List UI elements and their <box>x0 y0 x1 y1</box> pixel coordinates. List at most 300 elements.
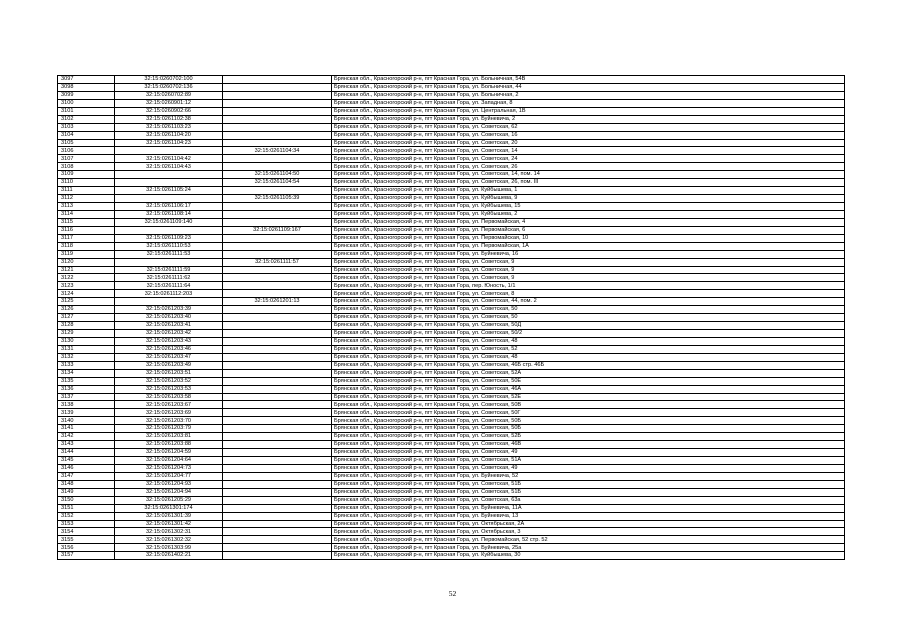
row-number-cell: 3109 <box>58 171 115 179</box>
land-plot-number-cell: 32:15:0261110:53 <box>115 242 223 250</box>
building-number-cell <box>223 433 332 441</box>
land-plot-number-cell: 32:15:0261203:67 <box>115 401 223 409</box>
land-plot-number-cell <box>115 258 223 266</box>
address-cell: Брянская обл., Красногорский р-н, пгт Красная Гора, ул. Больничная, 44 <box>332 83 845 91</box>
land-plot-number-cell <box>115 171 223 179</box>
building-number-cell: 32:15:0261104:34 <box>223 147 332 155</box>
row-number-cell: 3142 <box>58 433 115 441</box>
building-number-cell <box>223 187 332 195</box>
address-cell: Брянская обл., Красногорский р-н, пгт Красная Гора, ул. Советская, 14, пом. 14 <box>332 171 845 179</box>
row-number-cell: 3143 <box>58 441 115 449</box>
table-row <box>58 163 845 171</box>
row-number-cell: 3104 <box>58 131 115 139</box>
building-number-cell <box>223 488 332 496</box>
row-number-cell: 3131 <box>58 345 115 353</box>
land-plot-number-cell: 32:15:0261204:77 <box>115 472 223 480</box>
building-number-cell <box>223 242 332 250</box>
building-number-cell <box>223 337 332 345</box>
table-row <box>58 512 845 520</box>
land-plot-number-cell: 32:15:0261203:69 <box>115 409 223 417</box>
building-number-cell <box>223 115 332 123</box>
address-cell: Брянская обл., Красногорский р-н, пгт Красная Гора, ул. Советская, 26, пом. III <box>332 179 845 187</box>
row-number-cell: 3149 <box>58 488 115 496</box>
row-number-cell: 3117 <box>58 234 115 242</box>
table-row <box>58 544 845 552</box>
land-plot-number-cell: 32:15:0261203:46 <box>115 345 223 353</box>
land-plot-number-cell: 32:15:0261203:41 <box>115 322 223 330</box>
address-cell: Брянская обл., Красногорский р-н, пгт Красная Гора, ул. Буйневича, 25а <box>332 544 845 552</box>
land-plot-number-cell <box>115 298 223 306</box>
address-cell: Брянская обл., Красногорский р-н, пгт Красная Гора, ул. Советская, 50Е <box>332 377 845 385</box>
table-row <box>58 99 845 107</box>
land-plot-number-cell: 32:15:0261203:40 <box>115 314 223 322</box>
table-row <box>58 433 845 441</box>
table-row <box>58 337 845 345</box>
row-number-cell: 3132 <box>58 353 115 361</box>
address-cell: Брянская обл., Красногорский р-н, пгт Красная Гора, ул. Советская, 50Г <box>332 409 845 417</box>
address-cell: Брянская обл., Красногорский р-н, пгт Красная Гора, ул. Буйневича, 11А <box>332 504 845 512</box>
building-number-cell <box>223 504 332 512</box>
address-cell: Брянская обл., Красногорский р-н, пгт Красная Гора, ул. Куйбышева, 1 <box>332 187 845 195</box>
building-number-cell <box>223 480 332 488</box>
row-number-cell: 3137 <box>58 393 115 401</box>
address-cell: Брянская обл., Красногорский р-н, пгт Красная Гора, ул. Советская, 50 <box>332 314 845 322</box>
land-plot-number-cell: 32:15:0261104:42 <box>115 155 223 163</box>
address-cell: Брянская обл., Красногорский р-н, пгт Красная Гора, ул. Куйбышева, 2 <box>332 210 845 218</box>
land-plot-number-cell <box>115 195 223 203</box>
address-cell: Брянская обл., Красногорский р-н, пгт Красная Гора, ул. Советская, 48 <box>332 353 845 361</box>
land-plot-number-cell: 32:15:0261204:73 <box>115 464 223 472</box>
address-cell: Брянская обл., Красногорский р-н, пгт Красная Гора, ул. Советская, 52Б <box>332 433 845 441</box>
land-plot-number-cell: 32:15:0261102:38 <box>115 115 223 123</box>
table-row <box>58 488 845 496</box>
building-number-cell <box>223 425 332 433</box>
row-number-cell: 3118 <box>58 242 115 250</box>
building-number-cell <box>223 203 332 211</box>
table-row <box>58 504 845 512</box>
land-plot-number-cell: 32:15:0261402:21 <box>115 552 223 560</box>
row-number-cell: 3113 <box>58 203 115 211</box>
table-row <box>58 147 845 155</box>
address-cell: Брянская обл., Красногорский р-н, пгт Красная Гора, ул. Больничная, 2 <box>332 91 845 99</box>
row-number-cell: 3156 <box>58 544 115 552</box>
row-number-cell: 3107 <box>58 155 115 163</box>
row-number-cell: 3155 <box>58 536 115 544</box>
row-number-cell: 3122 <box>58 274 115 282</box>
building-number-cell <box>223 290 332 298</box>
table-row <box>58 322 845 330</box>
cadastral-table <box>57 75 845 560</box>
building-number-cell <box>223 369 332 377</box>
table-row <box>58 464 845 472</box>
land-plot-number-cell: 32:15:0261203:51 <box>115 369 223 377</box>
address-cell: Брянская обл., Красногорский р-н, пгт Красная Гора, ул. Центральная, 1В <box>332 107 845 115</box>
land-plot-number-cell: 32:15:0261111:59 <box>115 266 223 274</box>
building-number-cell <box>223 449 332 457</box>
land-plot-number-cell: 32:15:0261203:88 <box>115 441 223 449</box>
building-number-cell <box>223 345 332 353</box>
row-number-cell: 3144 <box>58 449 115 457</box>
row-number-cell: 3099 <box>58 91 115 99</box>
building-number-cell <box>223 210 332 218</box>
address-cell: Брянская обл., Красногорский р-н, пгт Красная Гора, ул. Советская, 20 <box>332 139 845 147</box>
address-cell: Брянская обл., Красногорский р-н, пгт Красная Гора, ул. Советская, 9 <box>332 266 845 274</box>
table-row <box>58 179 845 187</box>
table-row <box>58 139 845 147</box>
building-number-cell: 32:15:0261201:13 <box>223 298 332 306</box>
building-number-cell <box>223 234 332 242</box>
building-number-cell <box>223 552 332 560</box>
row-number-cell: 3108 <box>58 163 115 171</box>
address-cell: Брянская обл., Красногорский р-н, пгт Красная Гора, ул. Советская, 24 <box>332 155 845 163</box>
building-number-cell: 32:15:0261105:39 <box>223 195 332 203</box>
land-plot-number-cell: 32:15:0261111:62 <box>115 274 223 282</box>
page-number: 52 <box>448 589 457 598</box>
table-row <box>58 345 845 353</box>
row-number-cell: 3110 <box>58 179 115 187</box>
table-row <box>58 417 845 425</box>
row-number-cell: 3129 <box>58 330 115 338</box>
table-row <box>58 314 845 322</box>
table-row <box>58 187 845 195</box>
table-row <box>58 385 845 393</box>
row-number-cell: 3115 <box>58 218 115 226</box>
address-cell: Брянская обл., Красногорский р-н, пгт Красная Гора, ул. Советская, 50 <box>332 306 845 314</box>
row-number-cell: 3101 <box>58 107 115 115</box>
building-number-cell <box>223 377 332 385</box>
row-number-cell: 3103 <box>58 123 115 131</box>
table-row <box>58 274 845 282</box>
table-row <box>58 528 845 536</box>
building-number-cell <box>223 266 332 274</box>
address-cell: Брянская обл., Красногорский р-н, пгт Красная Гора, ул. Советская, 46А <box>332 385 845 393</box>
row-number-cell: 3138 <box>58 401 115 409</box>
address-cell: Брянская обл., Красногорский р-н, пгт Красная Гора, ул. Первомайская, 52 стр. 52 <box>332 536 845 544</box>
table-row <box>58 536 845 544</box>
building-number-cell <box>223 401 332 409</box>
row-number-cell: 3154 <box>58 528 115 536</box>
land-plot-number-cell: 32:15:0261203:42 <box>115 330 223 338</box>
land-plot-number-cell <box>115 226 223 234</box>
land-plot-number-cell: 32:15:0260702:136 <box>115 83 223 91</box>
land-plot-number-cell: 32:15:0261204:59 <box>115 449 223 457</box>
land-plot-number-cell: 32:15:0261301:174 <box>115 504 223 512</box>
table-row <box>58 472 845 480</box>
address-cell: Брянская обл., Красногорский р-н, пгт Красная Гора, ул. Советская, 50Б <box>332 417 845 425</box>
table-row <box>58 425 845 433</box>
building-number-cell <box>223 131 332 139</box>
address-cell: Брянская обл., Красногорский р-н, пгт Красная Гора, ул. Первомайская, 1А <box>332 242 845 250</box>
row-number-cell: 3114 <box>58 210 115 218</box>
table-row <box>58 131 845 139</box>
row-number-cell: 3152 <box>58 512 115 520</box>
row-number-cell: 3127 <box>58 314 115 322</box>
address-cell: Брянская обл., Красногорский р-н, пгт Красная Гора, ул. Буйневича, 16 <box>332 250 845 258</box>
land-plot-number-cell: 32:15:0261111:64 <box>115 282 223 290</box>
row-number-cell: 3112 <box>58 195 115 203</box>
address-cell: Брянская обл., Красногорский р-н, пгт Красная Гора, ул. Советская, 9 <box>332 258 845 266</box>
address-cell: Брянская обл., Красногорский р-н, пгт Красная Гора, ул. Буйневича, 52 <box>332 472 845 480</box>
building-number-cell: 32:15:0261111:57 <box>223 258 332 266</box>
building-number-cell <box>223 322 332 330</box>
row-number-cell: 3157 <box>58 552 115 560</box>
address-cell: Брянская обл., Красногорский р-н, пгт Красная Гора, ул. Советская, 44, пом. 2 <box>332 298 845 306</box>
table-row <box>58 250 845 258</box>
address-cell: Брянская обл., Красногорский р-н, пгт Красная Гора, ул. Октябрьская, 2А <box>332 520 845 528</box>
building-number-cell <box>223 123 332 131</box>
building-number-cell <box>223 353 332 361</box>
land-plot-number-cell: 32:15:0261111:53 <box>115 250 223 258</box>
land-plot-number-cell <box>115 179 223 187</box>
building-number-cell: 32:15:0261109:167 <box>223 226 332 234</box>
address-cell: Брянская обл., Красногорский р-н, пгт Красная Гора, ул. Советская, 63а <box>332 496 845 504</box>
address-cell: Брянская обл., Красногорский р-н, пгт Красная Гора, ул. Куйбышева, 9 <box>332 195 845 203</box>
table-row <box>58 353 845 361</box>
table-row <box>58 330 845 338</box>
address-cell: Брянская обл., Красногорский р-н, пгт Красная Гора, ул. Советская, 51А <box>332 457 845 465</box>
row-number-cell: 3134 <box>58 369 115 377</box>
building-number-cell <box>223 520 332 528</box>
land-plot-number-cell: 32:15:0261104:23 <box>115 139 223 147</box>
table-row <box>58 377 845 385</box>
building-number-cell <box>223 472 332 480</box>
land-plot-number-cell: 32:15:0261204:93 <box>115 480 223 488</box>
table-row <box>58 401 845 409</box>
land-plot-number-cell: 32:15:0261301:42 <box>115 520 223 528</box>
table-row <box>58 449 845 457</box>
land-plot-number-cell: 32:15:0260901:12 <box>115 99 223 107</box>
address-cell: Брянская обл., Красногорский р-н, пгт Красная Гора, ул. Советская, 52Е <box>332 393 845 401</box>
table-row <box>58 496 845 504</box>
land-plot-number-cell: 32:15:0261203:79 <box>115 425 223 433</box>
table-row <box>58 91 845 99</box>
table-row <box>58 210 845 218</box>
building-number-cell <box>223 83 332 91</box>
row-number-cell: 3128 <box>58 322 115 330</box>
address-cell: Брянская обл., Красногорский р-н, пгт Красная Гора, ул. Советская, 50/2 <box>332 330 845 338</box>
address-cell: Брянская обл., Красногорский р-н, пгт Красная Гора, ул. Куйбышева, 30 <box>332 552 845 560</box>
table-row <box>58 171 845 179</box>
row-number-cell: 3136 <box>58 385 115 393</box>
row-number-cell: 3125 <box>58 298 115 306</box>
address-cell: Брянская обл., Красногорский р-н, пгт Красная Гора, ул. Советская, 48 <box>332 337 845 345</box>
building-number-cell <box>223 250 332 258</box>
building-number-cell <box>223 306 332 314</box>
row-number-cell: 3130 <box>58 337 115 345</box>
building-number-cell <box>223 361 332 369</box>
table-row <box>58 76 845 84</box>
land-plot-number-cell: 32:15:0260702:89 <box>115 91 223 99</box>
land-plot-number-cell: 32:15:0261302:31 <box>115 528 223 536</box>
table-row <box>58 195 845 203</box>
building-number-cell <box>223 107 332 115</box>
land-plot-number-cell: 32:15:0261108:14 <box>115 210 223 218</box>
land-plot-number-cell: 32:15:0261203:53 <box>115 385 223 393</box>
row-number-cell: 3119 <box>58 250 115 258</box>
table-row <box>58 441 845 449</box>
land-plot-number-cell: 32:15:0261104:20 <box>115 131 223 139</box>
table-row <box>58 282 845 290</box>
land-plot-number-cell: 32:15:0261303:99 <box>115 544 223 552</box>
land-plot-number-cell: 32:15:0260902:66 <box>115 107 223 115</box>
row-number-cell: 3140 <box>58 417 115 425</box>
row-number-cell: 3126 <box>58 306 115 314</box>
table-row <box>58 242 845 250</box>
row-number-cell: 3133 <box>58 361 115 369</box>
table-row <box>58 290 845 298</box>
building-number-cell: 32:15:0261104:54 <box>223 179 332 187</box>
row-number-cell: 3147 <box>58 472 115 480</box>
address-cell: Брянская обл., Красногорский р-н, пгт Красная Гора, ул. Октябрьская, 3 <box>332 528 845 536</box>
table-row <box>58 393 845 401</box>
table-row <box>58 361 845 369</box>
address-cell: Брянская обл., Красногорский р-н, пгт Красная Гора, ул. Советская, 26 <box>332 163 845 171</box>
address-cell: Брянская обл., Красногорский р-н, пгт Красная Гора, ул. Советская, 49 <box>332 464 845 472</box>
address-cell: Брянская обл., Красногорский р-н, пгт Красная Гора, ул. Западная, 8 <box>332 99 845 107</box>
table-row <box>58 258 845 266</box>
building-number-cell <box>223 314 332 322</box>
row-number-cell: 3100 <box>58 99 115 107</box>
row-number-cell: 3102 <box>58 115 115 123</box>
row-number-cell: 3150 <box>58 496 115 504</box>
land-plot-number-cell: 32:15:0261203:58 <box>115 393 223 401</box>
address-cell: Брянская обл., Красногорский р-н, пгт Красная Гора, ул. Советская, 52А <box>332 369 845 377</box>
address-cell: Брянская обл., Красногорский р-н, пгт Красная Гора, ул. Первомайская, 10 <box>332 234 845 242</box>
land-plot-number-cell: 32:15:0261112:203 <box>115 290 223 298</box>
building-number-cell <box>223 528 332 536</box>
row-number-cell: 3111 <box>58 187 115 195</box>
address-cell: Брянская обл., Красногорский р-н, пгт Красная Гора, пер. Юность, 1/1 <box>332 282 845 290</box>
table-row <box>58 480 845 488</box>
building-number-cell <box>223 385 332 393</box>
land-plot-number-cell: 32:15:0261205:29 <box>115 496 223 504</box>
land-plot-number-cell: 32:15:0261106:17 <box>115 203 223 211</box>
address-cell: Брянская обл., Красногорский р-н, пгт Красная Гора, ул. Первомайская, 6 <box>332 226 845 234</box>
building-number-cell <box>223 274 332 282</box>
row-number-cell: 3148 <box>58 480 115 488</box>
land-plot-number-cell: 32:15:0260702:100 <box>115 76 223 84</box>
building-number-cell <box>223 218 332 226</box>
table-body <box>58 76 845 560</box>
address-cell: Брянская обл., Красногорский р-н, пгт Красная Гора, ул. Советская, 16 <box>332 131 845 139</box>
table-row <box>58 155 845 163</box>
row-number-cell: 3141 <box>58 425 115 433</box>
row-number-cell: 3146 <box>58 464 115 472</box>
row-number-cell: 3139 <box>58 409 115 417</box>
building-number-cell <box>223 99 332 107</box>
row-number-cell: 3151 <box>58 504 115 512</box>
row-number-cell: 3105 <box>58 139 115 147</box>
row-number-cell: 3123 <box>58 282 115 290</box>
table-row <box>58 107 845 115</box>
table-row <box>58 409 845 417</box>
building-number-cell <box>223 330 332 338</box>
land-plot-number-cell: 32:15:0261103:23 <box>115 123 223 131</box>
row-number-cell: 3098 <box>58 83 115 91</box>
table-row <box>58 306 845 314</box>
land-plot-number-cell: 32:15:0261204:64 <box>115 457 223 465</box>
address-cell: Брянская обл., Красногорский р-н, пгт Красная Гора, ул. Буйневича, 2 <box>332 115 845 123</box>
address-cell: Брянская обл., Красногорский р-н, пгт Красная Гора, ул. Советская, 62 <box>332 123 845 131</box>
building-number-cell <box>223 163 332 171</box>
land-plot-number-cell: 32:15:0261302:32 <box>115 536 223 544</box>
building-number-cell <box>223 464 332 472</box>
table-row <box>58 123 845 131</box>
land-plot-number-cell: 32:15:0261204:94 <box>115 488 223 496</box>
land-plot-number-cell: 32:15:0261203:47 <box>115 353 223 361</box>
building-number-cell <box>223 393 332 401</box>
address-cell: Брянская обл., Красногорский р-н, пгт Красная Гора, ул. Советская, 50Б <box>332 425 845 433</box>
land-plot-number-cell: 32:15:0261203:70 <box>115 417 223 425</box>
land-plot-number-cell: 32:15:0261203:81 <box>115 433 223 441</box>
building-number-cell <box>223 155 332 163</box>
address-cell: Брянская обл., Красногорский р-н, пгт Красная Гора, ул. Куйбышева, 15 <box>332 203 845 211</box>
table-row <box>58 218 845 226</box>
land-plot-number-cell: 32:15:0261203:49 <box>115 361 223 369</box>
building-number-cell <box>223 496 332 504</box>
land-plot-number-cell: 32:15:0261203:39 <box>115 306 223 314</box>
land-plot-number-cell: 32:15:0261203:43 <box>115 337 223 345</box>
row-number-cell: 3145 <box>58 457 115 465</box>
building-number-cell <box>223 139 332 147</box>
address-cell: Брянская обл., Красногорский р-н, пгт Красная Гора, ул. Советская, 14 <box>332 147 845 155</box>
address-cell: Брянская обл., Красногорский р-н, пгт Красная Гора, ул. Советская, 51Б <box>332 488 845 496</box>
land-plot-number-cell: 32:15:0261105:24 <box>115 187 223 195</box>
table-row <box>58 266 845 274</box>
table-row <box>58 83 845 91</box>
building-number-cell <box>223 76 332 84</box>
address-cell: Брянская обл., Красногорский р-н, пгт Красная Гора, ул. Советская, 46В <box>332 441 845 449</box>
row-number-cell: 3124 <box>58 290 115 298</box>
building-number-cell <box>223 417 332 425</box>
table-row <box>58 298 845 306</box>
table-row <box>58 457 845 465</box>
table-row <box>58 520 845 528</box>
table-row <box>58 369 845 377</box>
address-cell: Брянская обл., Красногорский р-н, пгт Красная Гора, ул. Советская, 49 <box>332 449 845 457</box>
row-number-cell: 3097 <box>58 76 115 84</box>
row-number-cell: 3116 <box>58 226 115 234</box>
address-cell: Брянская обл., Красногорский р-н, пгт Красная Гора, ул. Первомайская, 4 <box>332 218 845 226</box>
table-row <box>58 226 845 234</box>
land-plot-number-cell <box>115 147 223 155</box>
row-number-cell: 3153 <box>58 520 115 528</box>
table-row <box>58 234 845 242</box>
address-cell: Брянская обл., Красногорский р-н, пгт Красная Гора, ул. Буйневича, 13 <box>332 512 845 520</box>
building-number-cell <box>223 91 332 99</box>
land-plot-number-cell: 32:15:0261104:43 <box>115 163 223 171</box>
building-number-cell <box>223 512 332 520</box>
address-cell: Брянская обл., Красногорский р-н, пгт Красная Гора, ул. Советская, 52 <box>332 345 845 353</box>
address-cell: Брянская обл., Красногорский р-н, пгт Красная Гора, ул. Больничная, 54В <box>332 76 845 84</box>
land-plot-number-cell: 32:15:0261203:52 <box>115 377 223 385</box>
row-number-cell: 3120 <box>58 258 115 266</box>
table-row <box>58 115 845 123</box>
land-plot-number-cell: 32:15:0261109:23 <box>115 234 223 242</box>
address-cell: Брянская обл., Красногорский р-н, пгт Красная Гора, ул. Советская, 46Б стр. 46Б <box>332 361 845 369</box>
row-number-cell: 3121 <box>58 266 115 274</box>
building-number-cell: 32:15:0261104:50 <box>223 171 332 179</box>
building-number-cell <box>223 457 332 465</box>
building-number-cell <box>223 409 332 417</box>
address-cell: Брянская обл., Красногорский р-н, пгт Красная Гора, ул. Советская, 8 <box>332 290 845 298</box>
table-row <box>58 552 845 560</box>
address-cell: Брянская обл., Красногорский р-н, пгт Красная Гора, ул. Советская, 50Д <box>332 322 845 330</box>
table-row <box>58 203 845 211</box>
address-cell: Брянская обл., Красногорский р-н, пгт Красная Гора, ул. Советская, 50В <box>332 401 845 409</box>
building-number-cell <box>223 441 332 449</box>
land-plot-number-cell: 32:15:0261109:140 <box>115 218 223 226</box>
